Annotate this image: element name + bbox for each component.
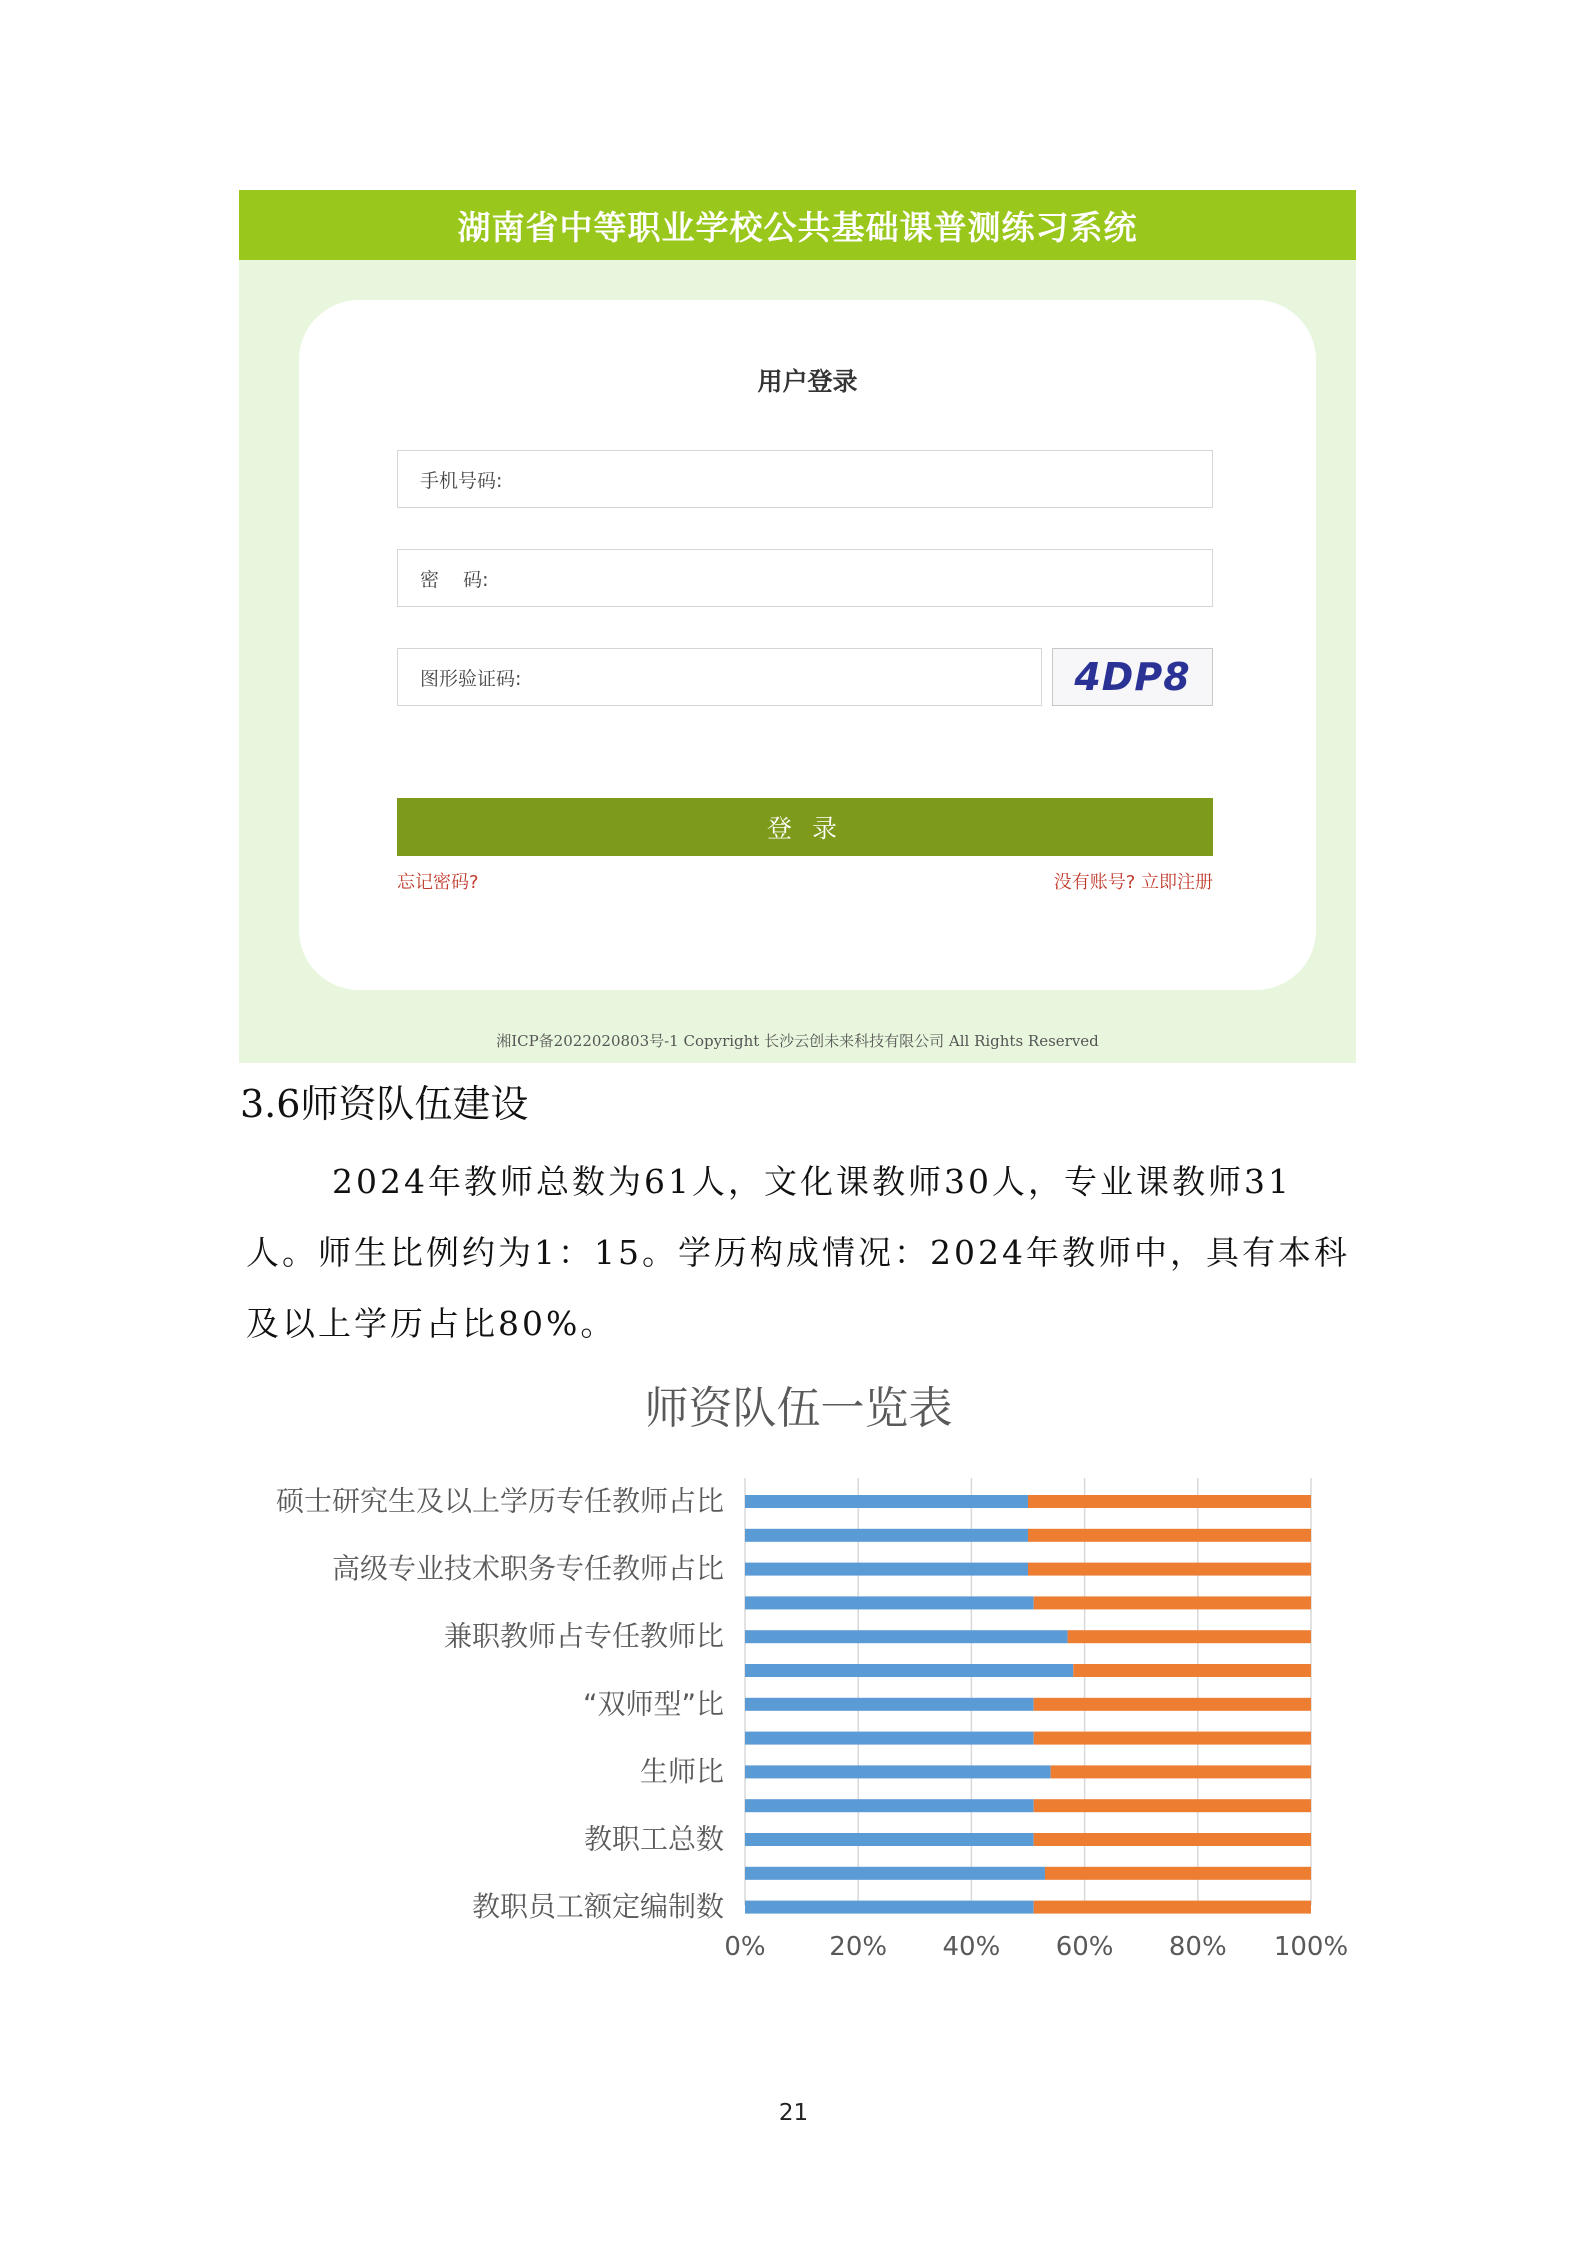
category-label: “双师型”比 xyxy=(582,1687,724,1721)
x-tick-label: 0% xyxy=(724,1932,766,1962)
bar-segment-blue xyxy=(745,1901,1034,1914)
bar-segment-blue xyxy=(745,1563,1028,1576)
system-title: 湖南省中等职业学校公共基础课普测练习系统 xyxy=(239,190,1356,260)
bar-segment-orange xyxy=(1068,1630,1311,1643)
bar-segment-orange xyxy=(1034,1698,1311,1711)
bar-segment-orange xyxy=(1034,1596,1311,1609)
section-heading: 3.6师资队伍建设 xyxy=(240,1082,529,1126)
bar-segment-orange xyxy=(1034,1901,1311,1914)
register-link[interactable]: 没有账号? 立即注册 xyxy=(1053,872,1213,893)
bar-segment-orange xyxy=(1045,1867,1311,1880)
bar-segment-blue xyxy=(745,1495,1028,1508)
forgot-password-link[interactable]: 忘记密码? xyxy=(397,872,479,893)
bar-segment-blue xyxy=(745,1867,1045,1880)
category-label: 高级专业技术职务专任教师占比 xyxy=(331,1552,724,1586)
section-paragraph: 2024年教师总数为61人，文化课教师30人，专业课教师31人。师生比例约为1：15。学历构成情况：2024年教师中，具有本科及以上学历占比80%。 xyxy=(246,1162,1350,1343)
bar-segment-blue xyxy=(745,1833,1034,1846)
x-tick-label: 20% xyxy=(829,1932,888,1962)
bar-segment-blue xyxy=(745,1596,1034,1609)
captcha-image[interactable]: 4DP8 xyxy=(1052,648,1213,706)
bar-segment-orange xyxy=(1051,1765,1311,1778)
login-button[interactable]: 登 录 xyxy=(397,798,1213,856)
category-label: 生师比 xyxy=(639,1754,724,1788)
bar-segment-orange xyxy=(1034,1732,1311,1745)
bar-segment-blue xyxy=(745,1630,1068,1643)
bar-segment-orange xyxy=(1028,1563,1311,1576)
x-tick-label: 40% xyxy=(942,1932,1001,1962)
copyright-footer: 湘ICP备2022020803号-1 Copyright 长沙云创未来科技有限公司 All Rights Reserved xyxy=(496,1032,1099,1050)
category-label: 教职工总数 xyxy=(583,1822,724,1856)
bar-segment-orange xyxy=(1034,1833,1311,1846)
x-tick-label: 100% xyxy=(1273,1932,1349,1962)
captcha-label: 图形验证码: xyxy=(420,667,522,690)
bar-segment-blue xyxy=(745,1664,1073,1677)
bar-segment-blue xyxy=(745,1732,1034,1745)
phone-label: 手机号码: xyxy=(420,469,503,492)
category-label: 教职员工额定编制数 xyxy=(471,1890,724,1924)
x-tick-label: 60% xyxy=(1055,1932,1114,1962)
category-label: 兼职教师占专任教师比 xyxy=(443,1619,724,1653)
bar-segment-orange xyxy=(1073,1664,1311,1677)
x-tick-label: 80% xyxy=(1168,1932,1227,1962)
bar-segment-blue xyxy=(745,1698,1034,1711)
bar-segment-orange xyxy=(1028,1529,1311,1542)
bar-segment-blue xyxy=(745,1799,1034,1812)
bar-segment-blue xyxy=(745,1529,1028,1542)
chart-title-text: 师资队伍一览表 xyxy=(644,1383,953,1434)
category-label: 硕士研究生及以上学历专任教师占比 xyxy=(275,1484,724,1518)
bar-segment-orange xyxy=(1028,1495,1311,1508)
password-label: 密 码: xyxy=(420,568,489,591)
login-title: 用户登录 xyxy=(757,367,858,396)
page-number: 21 xyxy=(778,2100,809,2126)
bar-segment-orange xyxy=(1034,1799,1311,1812)
bar-segment-blue xyxy=(745,1765,1051,1778)
